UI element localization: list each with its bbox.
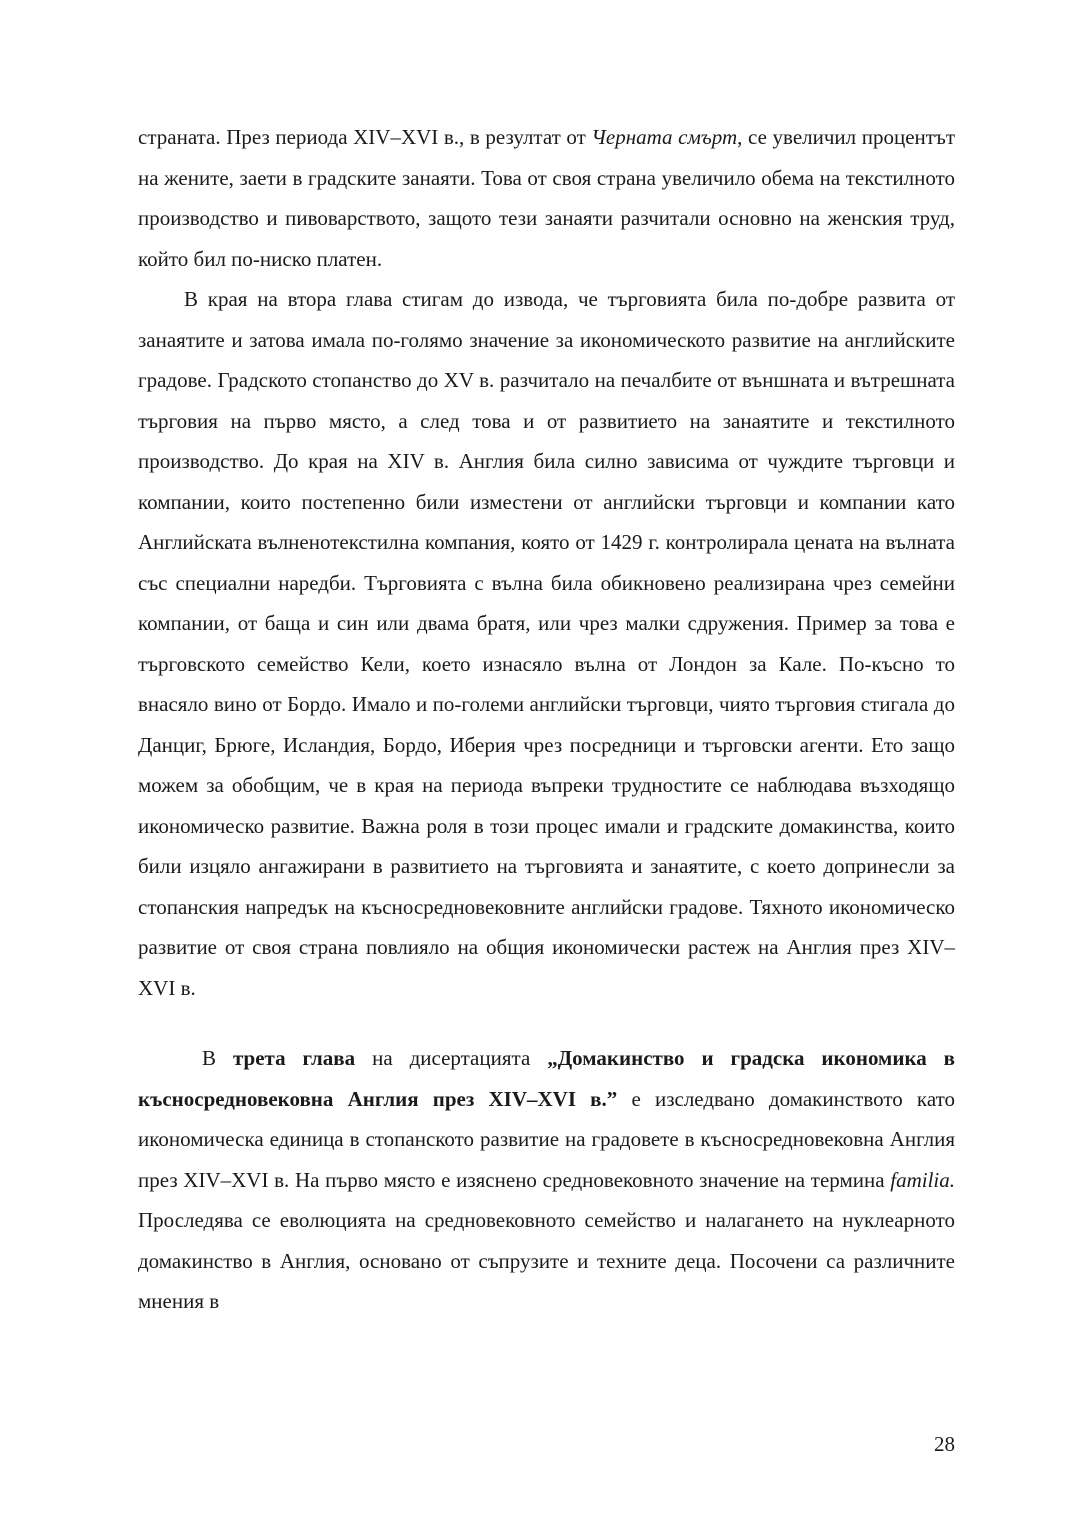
paragraph-3-text-d: Проследява се еволюцията на средновековното семейство и налагането на нуклеарното домакинство в Англия, основано от съпрузите и техните деца. Посочени са различните мнения в [138, 1208, 955, 1313]
paragraph-3-text-b: на дисертацията [355, 1046, 548, 1070]
paragraph-3 [138, 1038, 955, 1322]
page-number: 28 [934, 1432, 955, 1456]
familia-term: familia. [890, 1167, 955, 1192]
chapter-three-label: трета глава [232, 1046, 356, 1070]
paragraph-3-text-a: В [202, 1046, 233, 1070]
paragraph-gap [138, 1008, 955, 1038]
paragraph-1-text-a: страната. През периода XIV–XVI в., в резултат от [138, 125, 592, 149]
document-body [138, 117, 955, 1322]
paragraph-2: В края на втора глава стигам до извода, че търговията била по-добре развита от занаятите и затова имала по-голямо значение за икономическото развитие на английските градове. Градското стопанство до XV в. разчитало на печалбите от външната и вътрешната търговия на първо място, а след това и от развитието на занаятите и текстилното производство. До края на XIV в. Англия била силно зависима от чуждите търговци и компании, които постепенно били изместени от английски търговци и компании като Английската вълненотекстилна компания, която от 1429 г. контролирала цената на вълната със специални наредби. Търговията с вълна била обикновено реализирана чрез семейни компании, от баща и син или двама братя, или чрез малки сдружения. Пример за това е търговското семейство Кели, което изнасяло вълна от Лондон за Кале. По-късно то внасяло вино от Бордо. Имало и по-големи английски търговци, чиято търговия стигала до Данциг, Брюге, Исландия, Бордо, Иберия чрез посредници и търговски агенти. Ето защо можем за обобщим, че в края на периода въпреки трудностите се наблюдава възходящо икономическо развитие. Важна роля в този процес имали и градските домакинства, които били изцяло ангажирани в развитието на търговията и занаятите, с което допринесли за стопанския напредък на късносредновековните английски градове. Тяхното икономическо развитие от своя страна повлияло на общия икономически растеж на Англия през XIV–XVI в. [138, 287, 955, 1000]
dissertation-title: „Домакинство и градска икономика в късносредновековна Англия през XIV–XVI в.” [138, 1046, 956, 1111]
paragraph-3-text-c: е изследвано домакинството като икономическа единица в стопанското развитие на градовете в късносредновековна Англия през XIV–XVI в. На първо място е изяснено средновековното значение на термина [138, 1086, 955, 1192]
paragraph-1-italic-term: Черната смърт [591, 125, 738, 149]
paragraph-1 [138, 117, 955, 279]
paragraph-1-text-b: , се увеличил процентът на жените, заети в градските занаяти. Това от своя страна увеличило обема на текстилното производство и пивоварството, защото тези занаяти разчитали основно на женския труд, който бил по-ниско платен. [138, 125, 955, 271]
